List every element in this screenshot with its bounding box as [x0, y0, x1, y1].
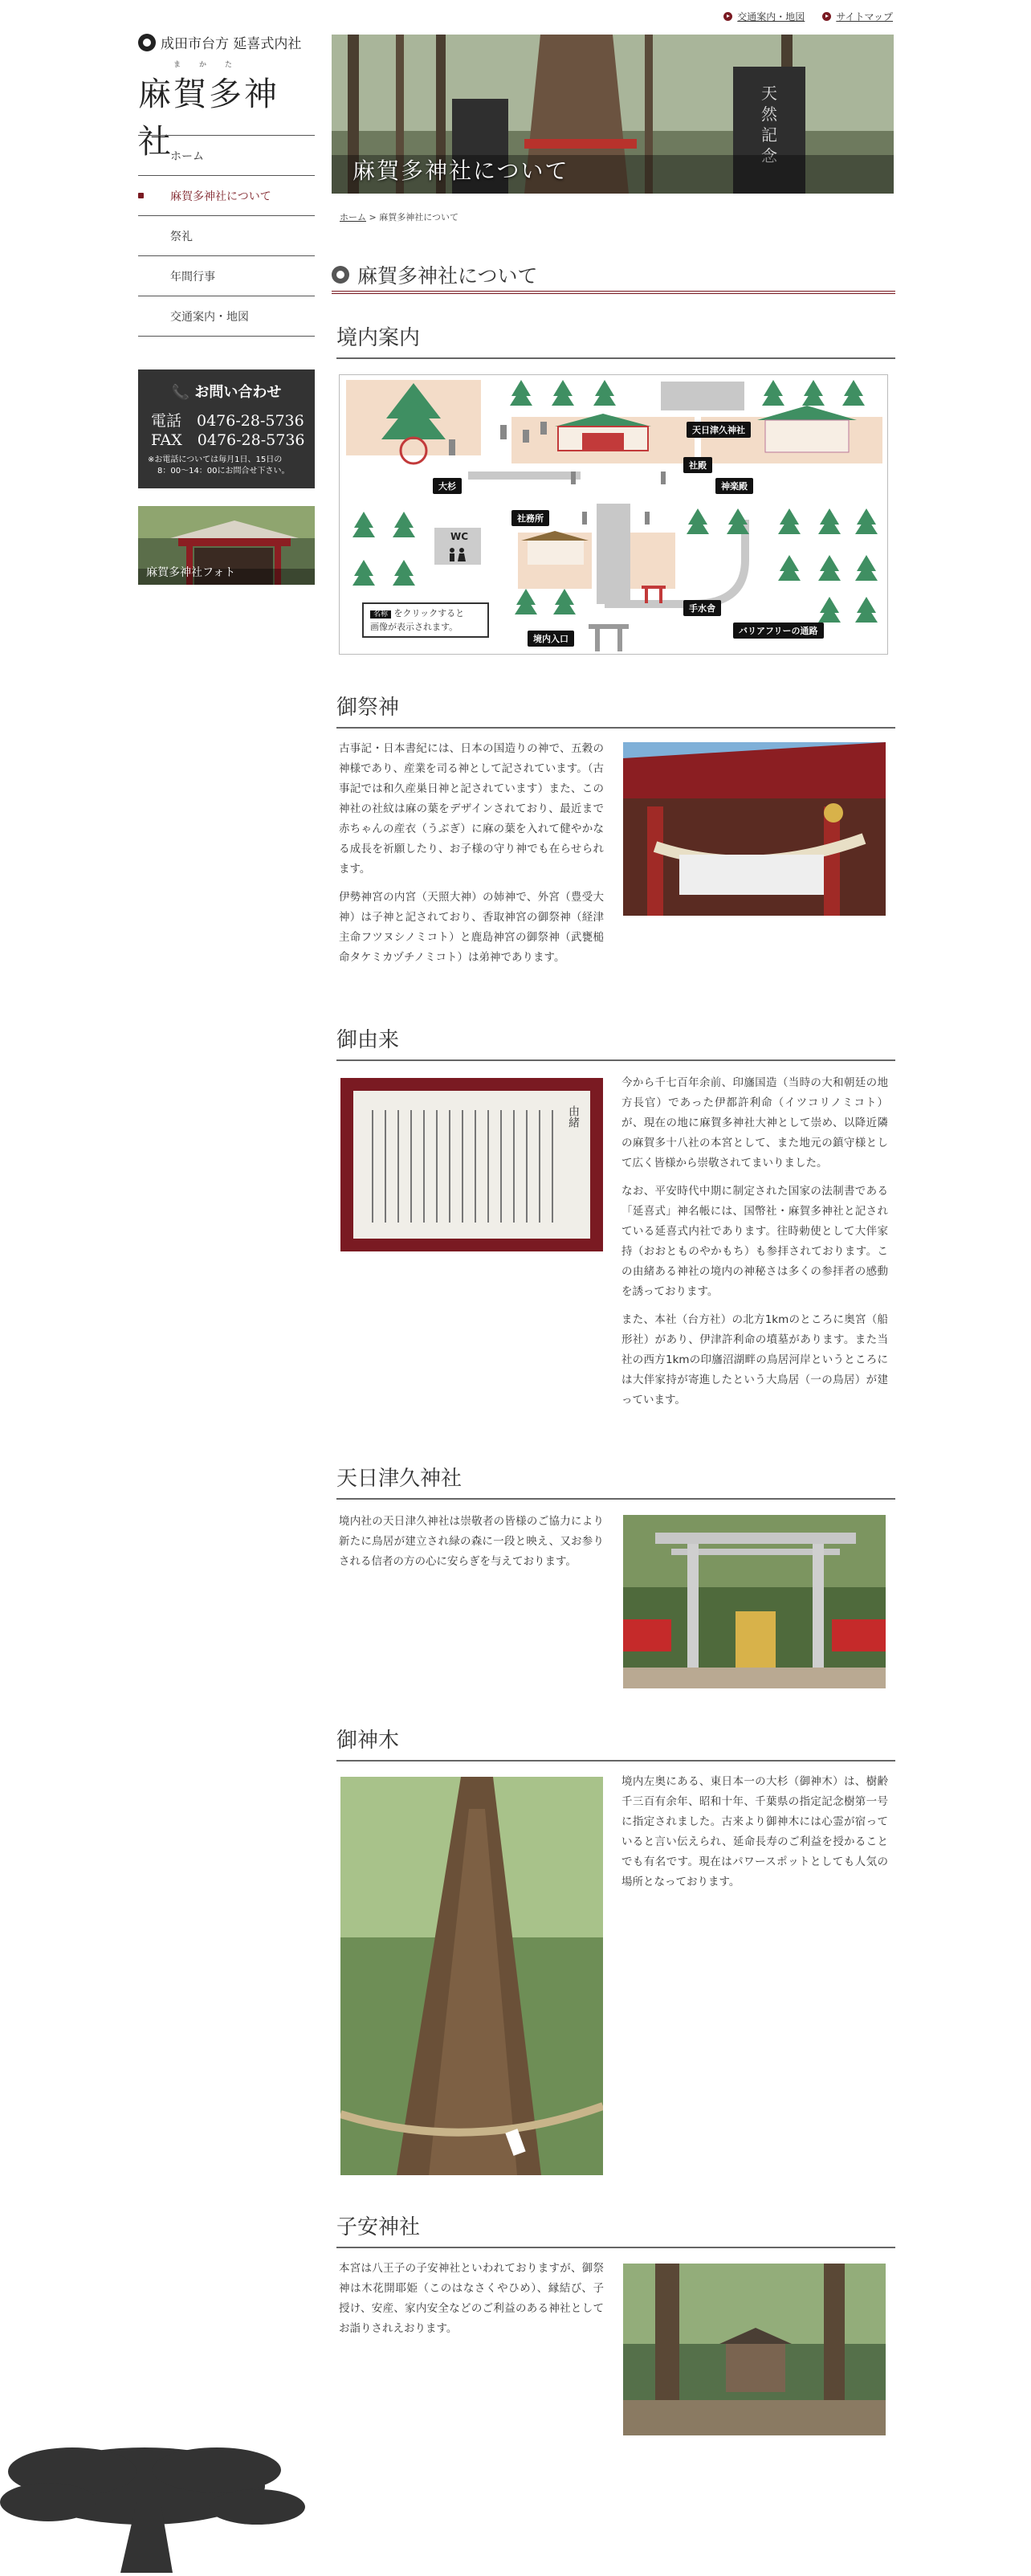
section-heading-gosaijin: 御祭神 — [336, 691, 895, 729]
flower-crest-icon — [138, 34, 156, 51]
breadcrumb-home[interactable]: ホーム — [340, 212, 366, 222]
goyurai-board-photo — [340, 1078, 603, 1251]
breadcrumb: ホーム > 麻賀多神社について — [340, 212, 458, 222]
goyurai-text — [621, 1073, 888, 1419]
hero-banner — [332, 35, 894, 194]
gosaijin-p1: 古事記・日本書紀には、日本の国造りの神で、五穀の神様であり、産業を司る神として記されています。（古事記では和久産巣日神と記されています）また、この神社の社紋は麻の葉をデザインされており、最近まで赤ちゃんの産衣（うぶぎ）に麻の葉を入れて健やかなる成長を祈願したり、お子様の守り神でも在らせられます。 — [339, 742, 604, 876]
map-label-shamusho[interactable]: 社務所 — [511, 510, 549, 526]
contact-title: お問い合わせ — [194, 384, 282, 401]
map-label-osugi[interactable]: 大杉 — [433, 478, 462, 494]
contact-box — [138, 369, 315, 488]
section-heading-koyasu: 子安神社 — [336, 2211, 895, 2248]
map-label-shaden[interactable]: 社殿 — [683, 457, 712, 473]
map-label-temizusha[interactable]: 手水舎 — [683, 600, 721, 616]
top-link-access[interactable]: 交通案内・地図 — [723, 10, 805, 23]
decorative-tree-icon — [0, 2430, 313, 2573]
koyasu-p1: 本宮は八王子の子安神社といわれておりますが、御祭神は木花開耶姫（このはなさくやひめ）、縁結び、子授け、安産、家内安全などのご利益のある神社としてお詣りされえおります。 — [339, 2262, 604, 2335]
map-label-amahitsuku[interactable]: 天日津久神社 — [687, 422, 751, 438]
map-note — [362, 602, 489, 638]
gosaijin-p2: 伊勢神宮の内宮（天照大神）の姉神で、外宮（豊受大神）は子神と記されており、香取神宮の御祭神（経津主命フツヌシノミコト）と鹿島神宮の御祭神（武甕槌命タケミカヅチノミコト）は弟神であります。 — [339, 891, 604, 964]
page-title-text: 麻賀多神社について — [357, 264, 538, 288]
goyurai-p1: 今から千七百年余前、印旛国造（当時の大和朝廷の地方長官）であった伊都許利命（イツコリノミコト）が、現在の地に麻賀多神社大神として崇め、以降近隣の麻賀多十八社の本宮として、また地元の鎮守様として広く皆様から崇敬されてまいりました。 — [621, 1076, 888, 1170]
goyurai-board-title: 由緒 — [567, 1105, 580, 1128]
amahitsuku-photo — [623, 1515, 886, 1688]
amahitsuku-text — [339, 1512, 604, 1580]
page-title — [332, 259, 895, 294]
phone-icon: 📞 — [171, 384, 190, 401]
section-heading-goyurai: 御由来 — [336, 1023, 895, 1061]
sidebar-nav — [138, 135, 315, 337]
logo-subtitle: 成田市台方 延喜式内社 — [161, 36, 302, 52]
flower-crest-icon — [332, 266, 349, 284]
svg-text:記: 記 — [761, 125, 777, 145]
section-heading-goshinboku: 御神木 — [336, 1724, 895, 1762]
map-note-line1: をクリックすると — [393, 608, 465, 618]
contact-note-1: ※お電話については毎月1日、15日の — [148, 455, 283, 464]
nav-item-events[interactable]: 年間行事 — [138, 256, 315, 296]
section-heading-amahitsuku: 天日津久神社 — [336, 1462, 895, 1500]
photo-banner[interactable] — [138, 506, 315, 585]
koyasu-text — [339, 2259, 604, 2347]
nav-item-home[interactable]: ホーム — [138, 136, 315, 176]
photo-banner-label: 麻賀多神社フォト — [146, 566, 236, 579]
section-heading-map: 境内案内 — [336, 321, 895, 359]
goyurai-p2: なお、平安時代中期に制定された国家の法制書である「延喜式」神名帳には、国幣社・麻賀多神社と記されている延喜式内社であります。往時勅使として大伴家持（おおとものやかもち）も参拝されております。この由緒ある神社の境内の神秘さは多くの参拝者の感動を誘っております。 — [621, 1185, 888, 1298]
nav-item-festival[interactable]: 祭礼 — [138, 216, 315, 256]
map-note-chip: 名称 — [370, 610, 391, 618]
contact-fax: FAX 0476-28-5736 — [151, 431, 305, 449]
goshinboku-photo — [340, 1777, 603, 2175]
nav-item-access[interactable]: 交通案内・地図 — [138, 296, 315, 337]
arrow-circle-icon — [822, 12, 831, 21]
logo-title: 麻賀多神社 — [138, 75, 279, 161]
contact-note-2: 8：00～14：00にお問合せ下さい。 — [157, 467, 290, 476]
svg-text:天: 天 — [761, 84, 777, 103]
svg-text:然: 然 — [761, 104, 777, 124]
precinct-map — [339, 374, 888, 655]
goshinboku-p1: 境内左奥にある、東日本一の大杉（御神木）は、樹齢千三百有余年、昭和十年、千葉県の指定記念樹第一号に指定されました。古来より御神木には心霊が宿っていると言い伝えられ、延命長寿のご利益を授かることでも有名です。現在はパワースポットとしても人気の場所となっております。 — [621, 1775, 888, 1888]
logo-ruby: まかた — [173, 61, 251, 69]
map-label-entrance[interactable]: 境内入口 — [528, 631, 574, 647]
arrow-circle-icon — [723, 12, 732, 21]
hero-title: 麻賀多神社について — [352, 157, 569, 184]
goyurai-p3: また、本社（台方社）の北方1kmのところに奥宮（船形社）があり、伊津許利命の墳墓があります。また当社の西方1kmの印旛沼湖畔の鳥居河岸というところには大伴家持が寄進したという大鳥居（一の鳥居）が建っています。 — [621, 1313, 888, 1406]
map-note-line2: 画像が表示されます。 — [370, 622, 458, 632]
amahitsuku-p1: 境内社の天日津久神社は崇敬者の皆様のご協力により新たに鳥居が建立され緑の森に一段と映え、又お参りされる信者の方の心に安らぎを与えております。 — [339, 1515, 604, 1568]
gosaijin-text — [339, 739, 604, 976]
nav-item-about[interactable]: 麻賀多神社について — [138, 176, 315, 216]
map-label-barrier-free[interactable]: バリアフリーの通路 — [733, 623, 824, 639]
koyasu-photo — [623, 2264, 886, 2435]
map-label-kaguraden[interactable]: 神楽殿 — [715, 478, 753, 494]
contact-tel: 電話 0476-28-5736 — [151, 412, 304, 430]
gosaijin-photo — [623, 742, 886, 916]
top-link-sitemap[interactable]: サイトマップ — [822, 10, 893, 23]
map-label-wc: WC — [450, 531, 469, 542]
goshinboku-text — [621, 1772, 888, 1900]
breadcrumb-current: 麻賀多神社について — [379, 212, 458, 222]
top-links — [723, 10, 893, 23]
